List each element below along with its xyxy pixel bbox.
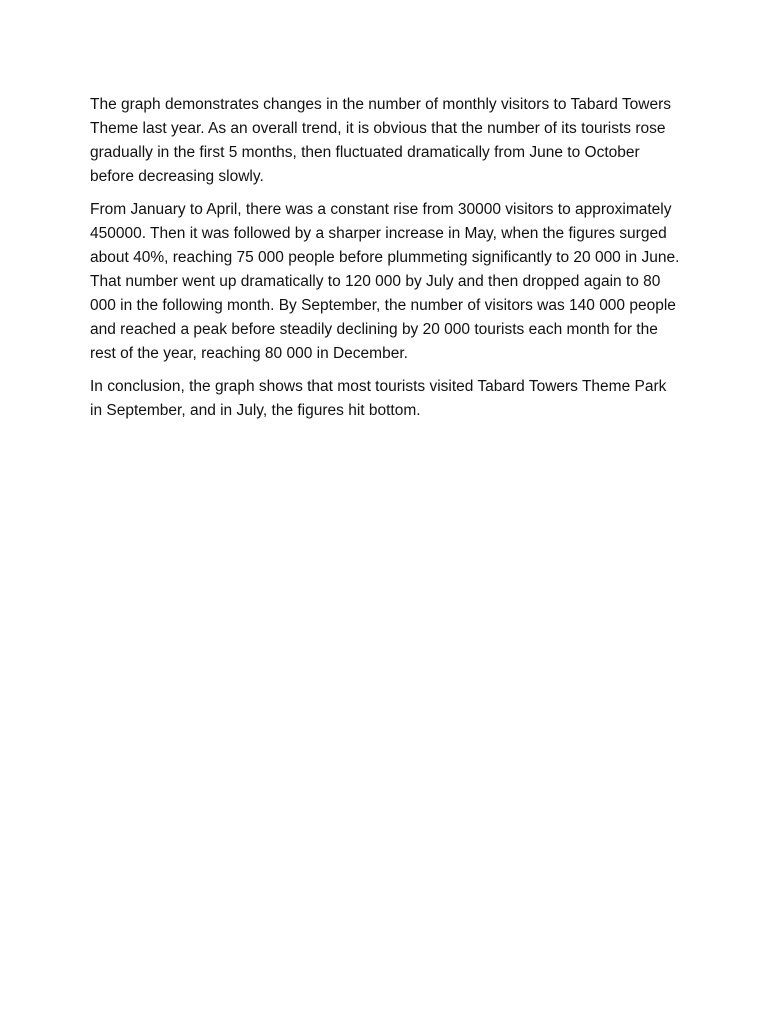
paragraph-details: From January to April, there was a constant rise from 30000 visitors to approximately 450000. Then it was followed by a sharper increase in May, when the figures surged about 40%, reaching 75 000 people before plummeting significantly to 20 000 in June. That number went up dramatically to 120 000 by July and then dropped again to 80 000 in the following month. By September, the number of visitors was 140 000 people and reached a peak before steadily declining by 20 000 tourists each month for the rest of the year, reaching 80 000 in December. (90, 201, 680, 362)
paragraph-conclusion: In conclusion, the graph shows that most tourists visited Tabard Towers Theme Park in September, and in July, the figures hit bottom. (90, 378, 667, 419)
paragraph-intro: The graph demonstrates changes in the number of monthly visitors to Tabard Towers Theme last year. As an overall trend, it is obvious that the number of its tourists rose gradually in the first 5 months, then fluctuated dramatically from June to October before decreasing slowly. (90, 96, 671, 185)
document-body (90, 93, 680, 432)
